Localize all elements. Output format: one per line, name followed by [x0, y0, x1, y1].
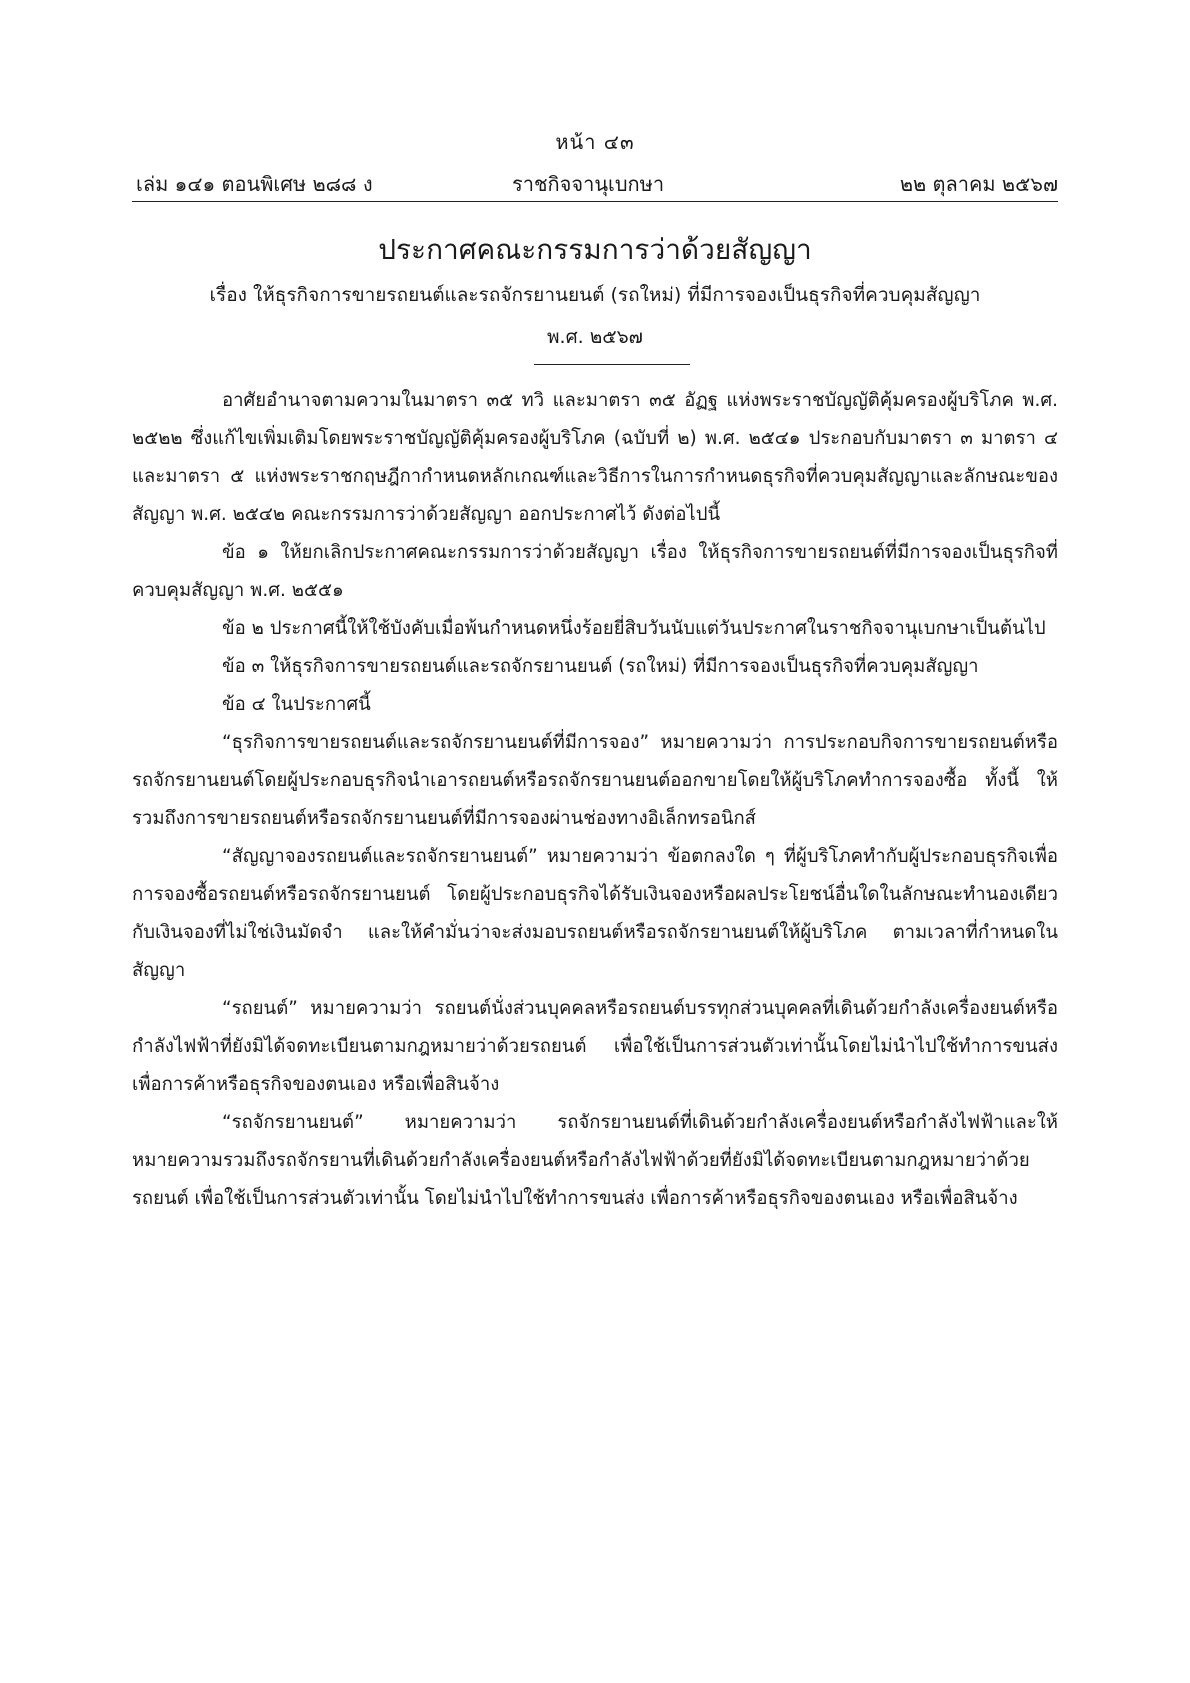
header-divider	[132, 201, 1058, 202]
paragraph-definition-car: “รถยนต์” หมายความว่า รถยนต์นั่งส่วนบุคคลหรือรถยนต์บรรทุกส่วนบุคคลที่เดินด้วยกำลังเครื่องยนต์หรือกำลังไฟฟ้าที่ยังมิได้จดทะเบียนตามกฎหมายว่าด้วยรถยนต์ เพื่อใช้เป็นการส่วนตัวเท่านั้นโดยไม่นำไปใช้ทำการขนส่ง เพื่อการค้าหรือธุรกิจของตนเอง หรือเพื่อสินจ้าง	[132, 998, 1058, 1095]
document-year: พ.ศ. ๒๕๖๗	[547, 326, 643, 348]
title-divider	[534, 364, 690, 365]
gazette-header	[132, 168, 1058, 198]
paragraph-clause-4: ข้อ ๔ ในประกาศนี้	[222, 694, 371, 715]
paragraph-definition-motorcycle: “รถจักรยานยนต์” หมายความว่า รถจักรยานยนต์ที่เดินด้วยกำลังเครื่องยนต์หรือกำลังไฟฟ้าและให้หมายความรวมถึงรถจักรยานที่เดินด้วยกำลังเครื่องยนต์หรือกำลังไฟฟ้าด้วยที่ยังมิได้จดทะเบียนตามกฎหมายว่าด้วยรถยนต์ เพื่อใช้เป็นการส่วนตัวเท่านั้น โดยไม่นำไปใช้ทำการขนส่ง เพื่อการค้าหรือธุรกิจของตนเอง หรือเพื่อสินจ้าง	[132, 1112, 1058, 1209]
volume-issue: เล่ม ๑๔๑ ตอนพิเศษ ๒๘๘ ง	[136, 172, 373, 196]
document-subject: เรื่อง ให้ธุรกิจการขายรถยนต์และรถจักรยานยนต์ (รถใหม่) ที่มีการจองเป็นธุรกิจที่ควบคุมสัญญา	[209, 284, 981, 306]
paragraph-preamble: อาศัยอำนาจตามความในมาตรา ๓๕ ทวิ และมาตรา ๓๕ อัฏฐ แห่งพระราชบัญญัติคุ้มครองผู้บริโภค พ.ศ. ๒๕๒๒ ซึ่งแก้ไขเพิ่มเติมโดยพระราชบัญญัติคุ้มครองผู้บริโภค (ฉบับที่ ๒) พ.ศ. ๒๕๔๑ ประกอบกับมาตรา ๓ มาตรา ๔ และมาตรา ๕ แห่งพระราชกฤษฎีกากำหนดหลักเกณฑ์และวิธีการในการกำหนดธุรกิจที่ควบคุมสัญญาและลักษณะของสัญญา พ.ศ. ๒๕๔๒ คณะกรรมการว่าด้วยสัญญา ออกประกาศไว้ ดังต่อไปนี้	[132, 390, 1058, 525]
gazette-name: ราชกิจจานุเบกษา	[512, 172, 665, 196]
document-body	[132, 382, 1058, 1218]
document-title: ประกาศคณะกรรมการว่าด้วยสัญญา	[378, 233, 812, 266]
paragraph-clause-1: ข้อ ๑ ให้ยกเลิกประกาศคณะกรรมการว่าด้วยสัญญา เรื่อง ให้ธุรกิจการขายรถยนต์ที่มีการจองเป็นธุรกิจที่ควบคุมสัญญา พ.ศ. ๒๕๕๑	[132, 542, 1058, 601]
paragraph-clause-2: ข้อ ๒ ประกาศนี้ให้ใช้บังคับเมื่อพ้นกำหนดหนึ่งร้อยยี่สิบวันนับแต่วันประกาศในราชกิจจานุเบกษาเป็นต้นไป	[222, 618, 1046, 639]
paragraph-definition-contract: “สัญญาจองรถยนต์และรถจักรยานยนต์” หมายความว่า ข้อตกลงใด ๆ ที่ผู้บริโภคทำกับผู้ประกอบธุรกิจเพื่อการจองซื้อรถยนต์หรือรถจักรยานยนต์ โดยผู้ประกอบธุรกิจได้รับเงินจองหรือผลประโยชน์อื่นใดในลักษณะทำนองเดียวกับเงินจองที่ไม่ใช่เงินมัดจำ และให้คำมั่นว่าจะส่งมอบรถยนต์หรือรถจักรยานยนต์ให้ผู้บริโภค ตามเวลาที่กำหนดในสัญญา	[132, 846, 1058, 981]
paragraph-clause-3: ข้อ ๓ ให้ธุรกิจการขายรถยนต์และรถจักรยานยนต์ (รถใหม่) ที่มีการจองเป็นธุรกิจที่ควบคุมสัญญา	[222, 656, 979, 677]
publication-date: ๒๒ ตุลาคม ๒๕๖๗	[899, 172, 1058, 196]
page-number: หน้า ๔๓	[555, 130, 635, 154]
paragraph-definition-business: “ธุรกิจการขายรถยนต์และรถจักรยานยนต์ที่มีการจอง” หมายความว่า การประกอบกิจการขายรถยนต์หรือรถจักรยานยนต์โดยผู้ประกอบธุรกิจนำเอารถยนต์หรือรถจักรยานยนต์ออกขายโดยให้ผู้บริโภคทำการจองซื้อ ทั้งนี้ ให้รวมถึงการขายรถยนต์หรือรถจักรยานยนต์ที่มีการจองผ่านช่องทางอิเล็กทรอนิกส์	[132, 732, 1058, 829]
